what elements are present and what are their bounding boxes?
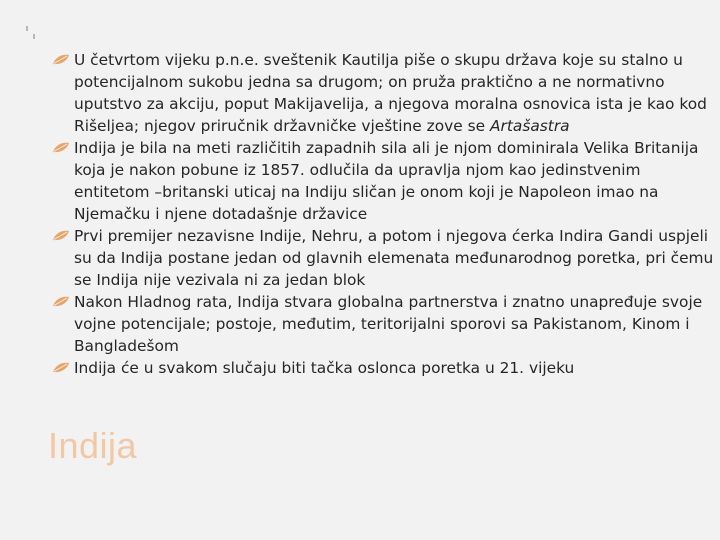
bullet-item xyxy=(52,225,714,291)
bullet-text: Indija će u svakom slučaju biti tačka oslonca poretka u 21. vijeku xyxy=(74,359,575,377)
bullet-item xyxy=(52,137,714,225)
bullet-item xyxy=(52,49,714,137)
leaf-bullet-icon xyxy=(52,230,70,242)
bullet-list xyxy=(52,49,714,379)
leaf-bullet-icon xyxy=(52,362,70,374)
bullet-item xyxy=(52,357,714,379)
bullet-text: Prvi premijer nezavisne Indije, Nehru, a potom i njegova ćerka Indira Gandi uspjeli su da Indija postane jedan od glavnih elemenata međunarodnog poretka, pri čemu se Indija nije vezivala ni za jedan blok xyxy=(74,227,714,289)
bullet-text: U četvrtom vijeku p.n.e. sveštenik Kautilja piše o skupu država koje su stalno u potencijalnom sukobu jedna sa drugom; on pruža praktično a ne normativno uputstvo za akciju, poput Makijavelija, a njegova moralna osnovica ista je kao kod Rišeljea; njegov priručnik državničke vještine zove se xyxy=(74,51,707,135)
leaf-bullet-icon xyxy=(52,54,70,66)
bullet-text: Indija je bila na meti različitih zapadnih sila ali je njom dominirala Velika Britanija koja je nakon pobune iz 1857. odlučila da upravlja njom kao jedinstvenim entitetom –britanski uticaj na Indiju sličan je onom koji je Napoleon imao na Njemačku i njene dotadašnje državice xyxy=(74,139,699,223)
leaf-bullet-icon xyxy=(52,142,70,154)
bullet-term: Artašastra xyxy=(490,117,570,135)
corner-decoration xyxy=(26,26,40,40)
corner-tick xyxy=(33,34,35,39)
corner-tick xyxy=(26,26,28,31)
slide-title: Indija xyxy=(48,425,138,466)
leaf-bullet-icon xyxy=(52,296,70,308)
bullet-text: Nakon Hladnog rata, Indija stvara globalna partnerstva i znatno unapređuje svoje vojne potencijale; postoje, međutim, teritorijalni sporovi sa Pakistanom, Kinom i Bangladešom xyxy=(74,293,703,355)
bullet-item xyxy=(52,291,714,357)
